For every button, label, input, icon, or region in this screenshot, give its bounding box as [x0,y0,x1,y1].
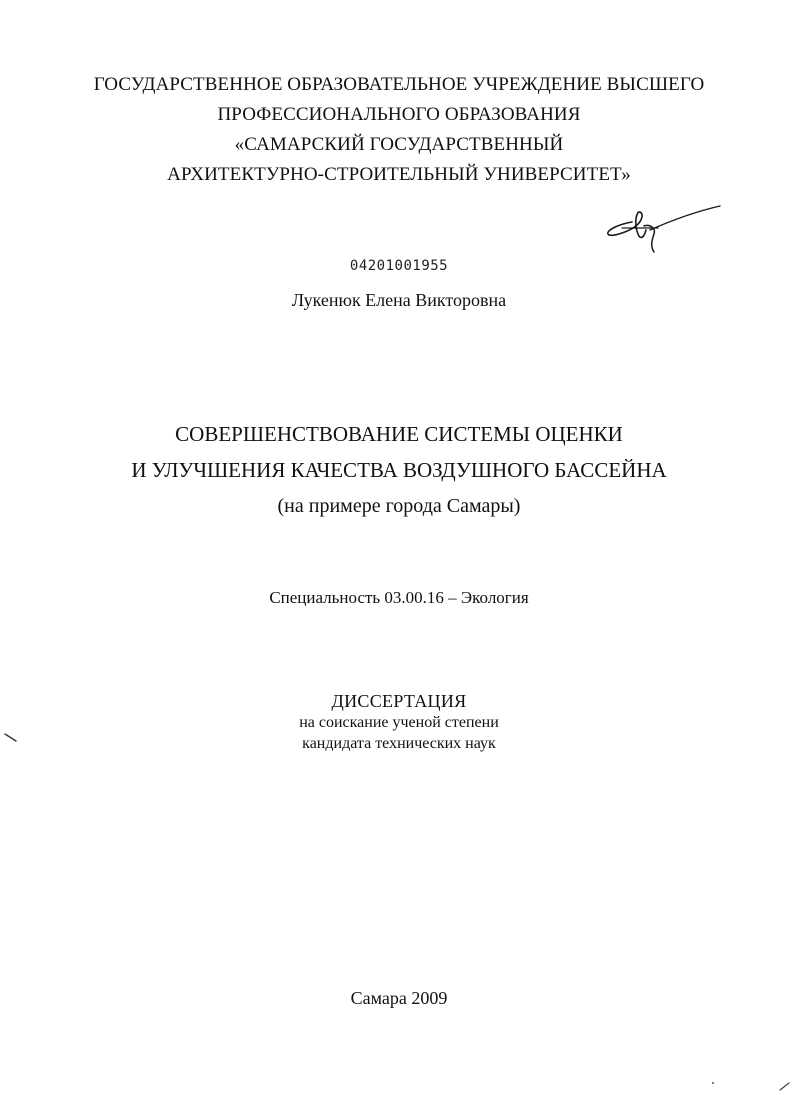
title-line-2: И УЛУЧШЕНИЯ КАЧЕСТВА ВОЗДУШНОГО БАССЕЙНА [131,458,667,482]
institution-line-2: ПРОФЕССИОНАЛЬНОГО ОБРАЗОВАНИЯ [217,104,581,125]
specialty-line: Специальность 03.00.16 – Экология [269,588,529,607]
degree-line-2: кандидата технических наук [302,735,496,752]
institution-header [0,70,798,190]
institution-line-4: АРХИТЕКТУРНО-СТРОИТЕЛЬНЫЙ УНИВЕРСИТЕТ» [167,164,631,185]
registration-number: 04201001955 [349,258,449,274]
dissertation-title [0,416,798,524]
institution-line-1: ГОСУДАРСТВЕННОЕ ОБРАЗОВАТЕЛЬНОЕ УЧРЕЖДЕНИЕ ВЫСШЕГО [93,74,705,95]
work-type-block [0,690,798,754]
author-name: Лукенюк Елена Викторовна [291,290,507,310]
scan-artifact-mark [778,1080,792,1092]
handwritten-signature-icon [598,200,722,254]
degree-line-1: на соискание ученой степени [299,714,499,731]
institution-line-3: «САМАРСКИЙ ГОСУДАРСТВЕННЫЙ [234,134,564,155]
scan-artifact-mark [4,732,18,744]
scan-artifact-dot [710,1080,716,1086]
title-subtitle: (на примере города Самары) [277,495,521,517]
city-year: Самара 2009 [350,988,448,1008]
work-type-title: ДИССЕРТАЦИЯ [331,691,467,711]
title-line-1: СОВЕРШЕНСТВОВАНИЕ СИСТЕМЫ ОЦЕНКИ [175,422,623,446]
